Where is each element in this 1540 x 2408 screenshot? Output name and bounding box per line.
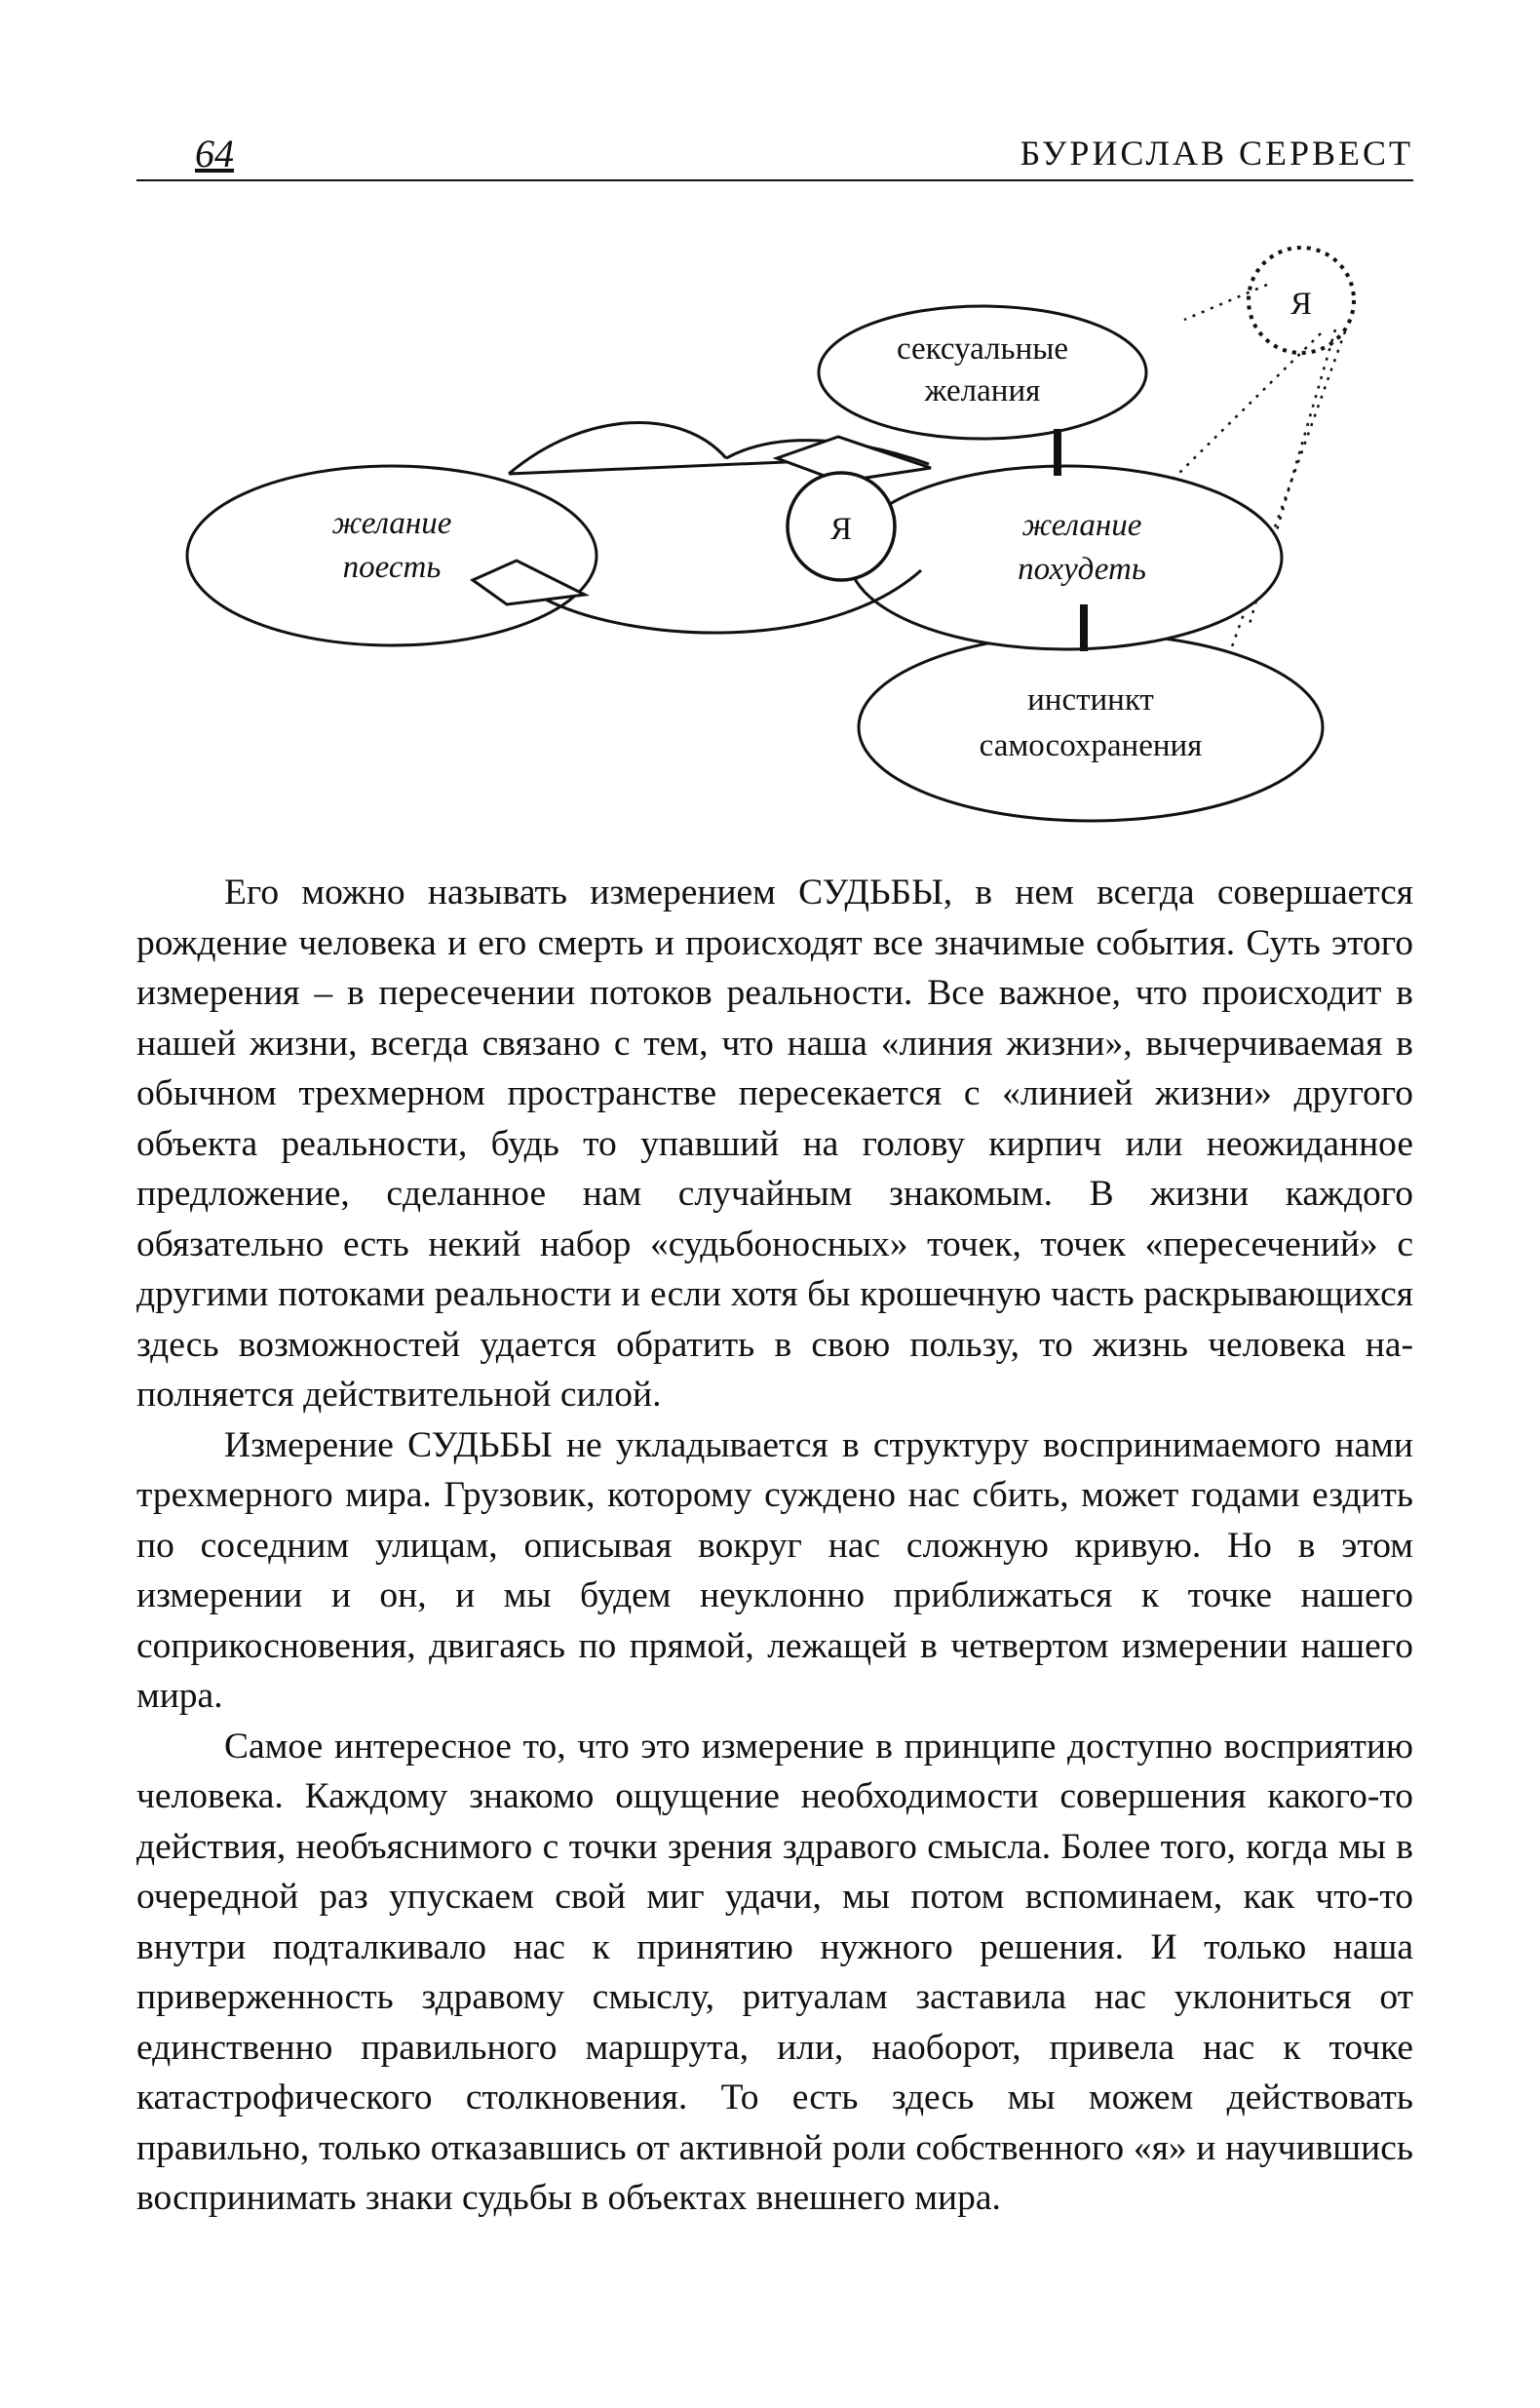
paragraph-2: Измерение СУДЬБЫ не укладывается в структуру воспринимаемого нами трехмерного мира. Грузовик, которому суждено нас сбить, может годами ездить по соседним улицам, описывая вокруг нас сложную кривую. Но в этом измерении и он, и мы будем неуклонно приближаться к точке нашего соприкосновения, двигаясь по прямой, лежащей в четвертом измерении нашего мира. [136, 1424, 1413, 1716]
ya-center-label: Я [829, 512, 853, 547]
sexual-desires-ellipse [819, 306, 1146, 439]
instinct-label-1: инстинкт [1027, 682, 1154, 718]
eat-label-1: желание [331, 506, 452, 541]
lose-label-1: желание [1021, 508, 1142, 543]
instinct-label-2: самосохранения [979, 728, 1203, 763]
sexual-label-1: сексуальные [896, 331, 1069, 367]
eat-label-2: поесть [342, 550, 442, 585]
sexual-label-2: желания [924, 373, 1041, 408]
ego-diagram [0, 0, 1540, 858]
page-number: 64 [195, 132, 234, 175]
paragraph-3: Самое интересное то, что это измерение в принципе доступно восприятию человека. Каждому знакомо ощущение необходимости совершения какого-то действия, необъяснимого с точки зрения здравого смысла. Более того, когда мы в очередной раз упускаем свой миг удачи, мы потом вспоминаем, как что-то внутри подталкивало нас к принятию нужного решения. И только наша приверженность здравому смыслу, ритуалам заставила нас уклониться от единственно правильного маршрута, или, наоборот, привела нас к точке катастрофического столкновения. То есть здесь мы можем действовать правильно, только отказавшись от активной роли собственного «я» и научившись воспринимать знаки судьбы в объектах внешнего мира. [136, 1726, 1413, 2218]
ya-top-label: Я [1290, 287, 1313, 322]
paragraph-1: Его можно называть измерением СУДЬБЫ, в нем всегда совершается рождение человека и его смерть и происходят все значимые события. Суть этого измерения – в пересечении потоков реальности. Все важное, что происходит в нашей жизни, всегда связано с тем, что наша «линия жизни», вычерчиваемая в обычном трехмерном пространстве пересекается с «линией жизни» другого объекта реальности, будь то упавший на голову кирпич или неожиданное предложение, сделанное нам случайным знакомым. В жизни каждого обязательно есть некий набор «судьбоносных» точек, точек «пересечений» с другими потоками реальности и если хотя бы крошечную часть раскрывающихся здесь возможностей удается обратить в свою пользу, то жизнь человека наполняется действительной силой. [136, 873, 1413, 1415]
instinct-ellipse [859, 634, 1323, 821]
lose-label-2: похудеть [1018, 552, 1146, 587]
body-text [136, 868, 1413, 2224]
running-title: БУРИСЛАВ СЕРВЕСТ [1020, 134, 1413, 173]
